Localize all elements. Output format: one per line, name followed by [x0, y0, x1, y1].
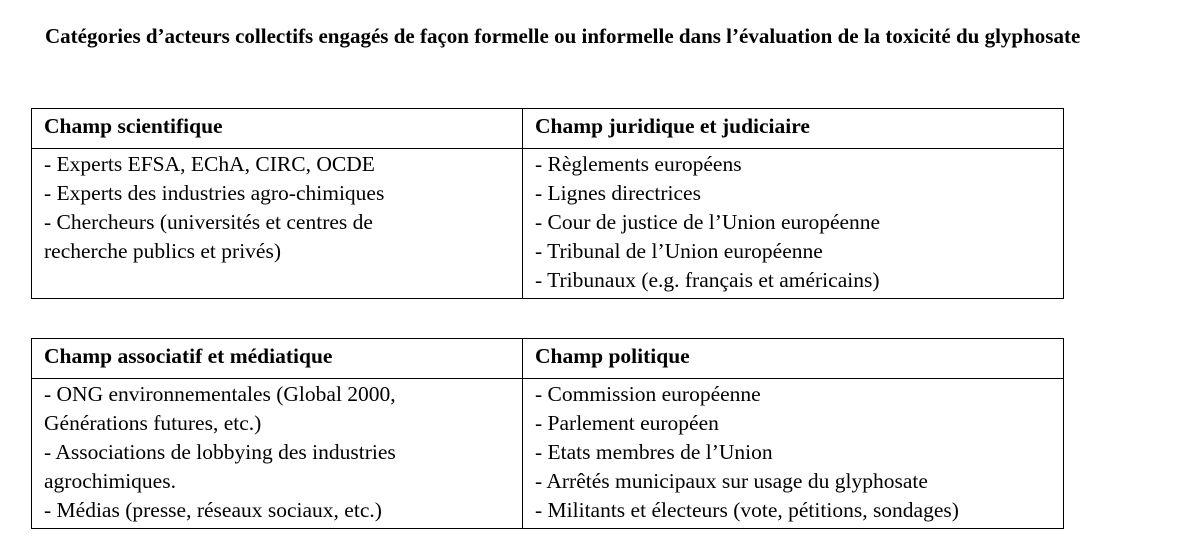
table-header-row	[32, 109, 1064, 149]
list-item: - Commission européenne	[535, 382, 761, 406]
table-body-row	[32, 149, 1064, 299]
list-item: - Chercheurs (universités et centres de	[44, 210, 373, 234]
list-item: - ONG environnementales (Global 2000,	[44, 382, 396, 406]
cell-champ-scientifique	[32, 149, 523, 299]
list-item: - Experts EFSA, EChA, CIRC, OCDE	[44, 152, 375, 176]
list-item: agrochimiques.	[44, 469, 176, 493]
list-item: - Tribunal de l’Union européenne	[535, 239, 823, 263]
list-item: - Tribunaux (e.g. français et américains)	[535, 268, 880, 292]
list-item: - Règlements européens	[535, 152, 742, 176]
header-champ-politique: Champ politique	[523, 339, 1064, 379]
actors-table-top	[31, 108, 1064, 299]
list-item: - Lignes directrices	[535, 181, 701, 205]
list-item: Générations futures, etc.)	[44, 411, 262, 435]
actors-table-bottom	[31, 338, 1064, 529]
cell-champ-associatif	[32, 379, 523, 529]
cell-champ-politique	[523, 379, 1064, 529]
header-champ-associatif: Champ associatif et médiatique	[32, 339, 523, 379]
list-item: - Cour de justice de l’Union européenne	[535, 210, 881, 234]
table-header-row	[32, 339, 1064, 379]
document-title: Catégories d’acteurs collectifs engagés de façon formelle ou informelle dans l’évaluation de la toxicité du glyphosate	[45, 24, 1081, 48]
header-champ-juridique: Champ juridique et judiciaire	[523, 109, 1064, 149]
list-item: - Etats membres de l’Union	[535, 440, 773, 464]
list-item: recherche publics et privés)	[44, 239, 281, 263]
list-item: - Militants et électeurs (vote, pétitions, sondages)	[535, 498, 959, 522]
list-item: - Parlement européen	[535, 411, 719, 435]
list-item: - Experts des industries agro-chimiques	[44, 181, 385, 205]
header-champ-scientifique: Champ scientifique	[32, 109, 523, 149]
table-body-row	[32, 379, 1064, 529]
list-item: - Arrêtés municipaux sur usage du glyphosate	[535, 469, 928, 493]
cell-champ-juridique	[523, 149, 1064, 299]
list-item: - Médias (presse, réseaux sociaux, etc.)	[44, 498, 382, 522]
list-item: - Associations de lobbying des industries	[44, 440, 396, 464]
